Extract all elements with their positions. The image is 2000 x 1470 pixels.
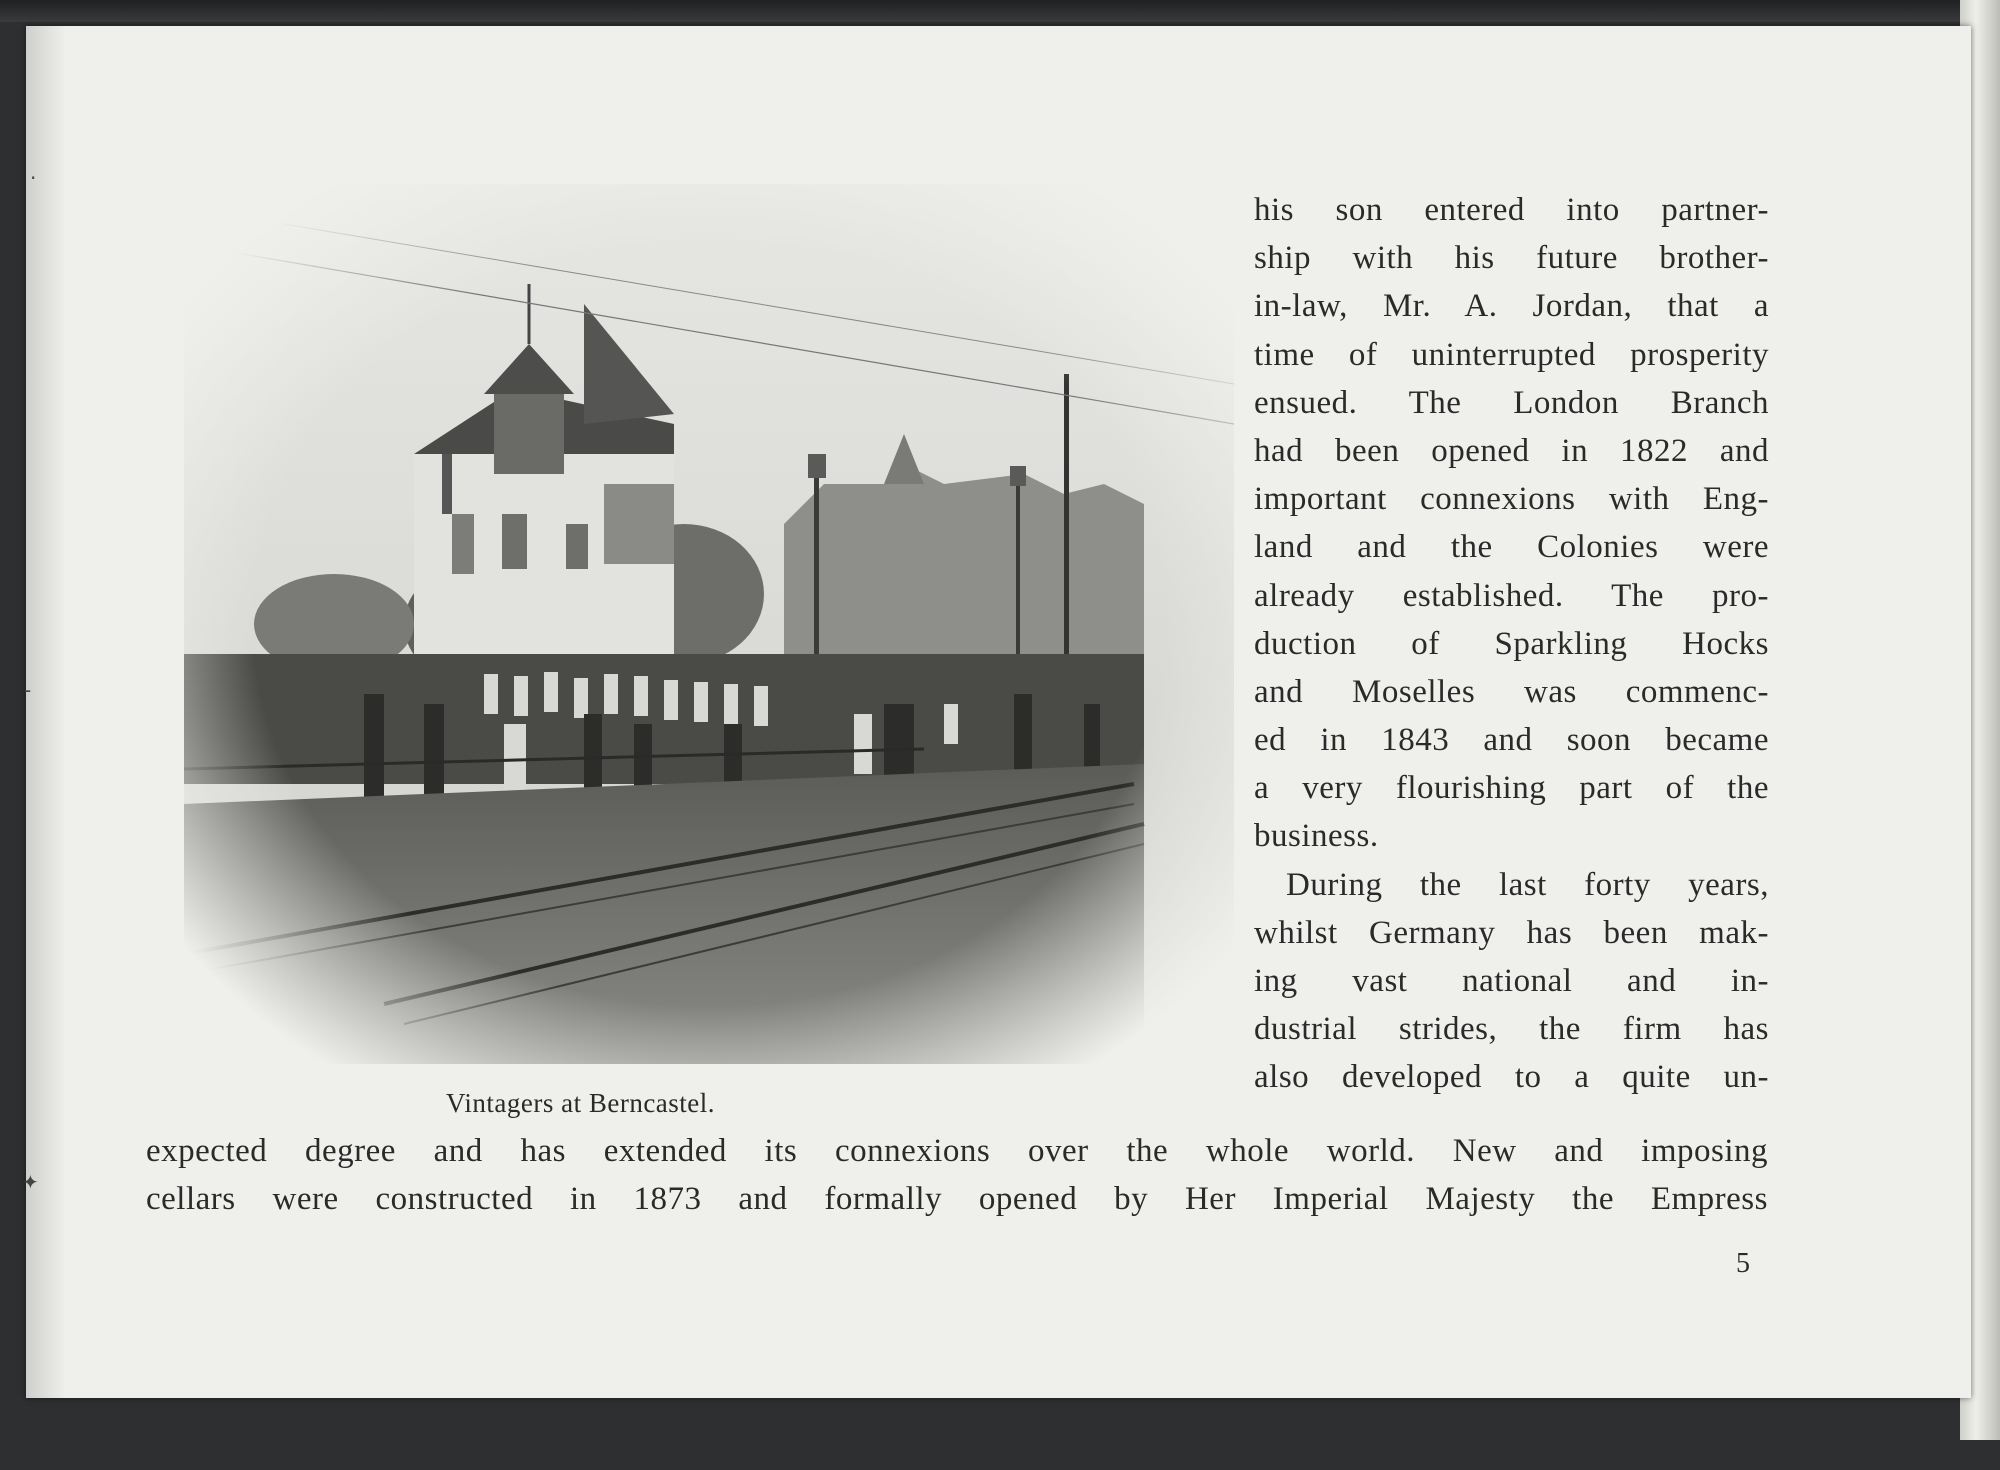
photo-caption: Vintagers at Berncastel. — [446, 1088, 716, 1118]
text-line: a very flourishing part of the — [1254, 770, 1769, 807]
text-line: and Moselles was commenc- — [1254, 673, 1769, 710]
text-line: already established. The pro- — [1254, 577, 1769, 614]
text-line: duction of Sparkling Hocks — [1254, 625, 1769, 662]
text-line: During the last forty years, — [1286, 866, 1769, 903]
text-line: also developed to a quite un- — [1254, 1059, 1769, 1096]
margin-mark: · — [30, 166, 37, 190]
text-line: time of uninterrupted prosperity — [1254, 336, 1769, 373]
text-line: had been opened in 1822 and — [1254, 432, 1769, 469]
full-width-line: cellars were constructed in 1873 and formally opened by Her Imperial Majesty the Empress — [146, 1181, 1768, 1217]
margin-mark: ✦ — [22, 1170, 39, 1194]
text-line: land and the Colonies were — [1254, 529, 1769, 566]
text-line: business. — [1254, 818, 1379, 855]
text-line: in-law, Mr. A. Jordan, that a — [1254, 288, 1769, 325]
text-line: his son entered into partner- — [1254, 192, 1769, 228]
right-column-text — [1254, 186, 1769, 1102]
book-page — [22, 26, 1971, 1398]
margin-mark: - — [24, 678, 32, 702]
text-line: ed in 1843 and soon became — [1254, 722, 1769, 759]
text-line: ing vast national and in- — [1254, 963, 1769, 999]
scan-top-edge — [0, 0, 2000, 22]
page-number: 5 — [1736, 1248, 1750, 1279]
text-line: ship with his future brother- — [1254, 240, 1769, 277]
text-line: whilst Germany has been mak- — [1254, 914, 1769, 951]
full-width-line: expected degree and has extended its connexions over the whole world. New and imposing — [146, 1133, 1768, 1169]
text-line: dustrial strides, the firm has — [1254, 1011, 1769, 1048]
text-line: important connexions with Eng- — [1254, 481, 1769, 518]
vintagers-photograph — [184, 184, 1234, 1064]
text-line: ensued. The London Branch — [1254, 384, 1769, 421]
